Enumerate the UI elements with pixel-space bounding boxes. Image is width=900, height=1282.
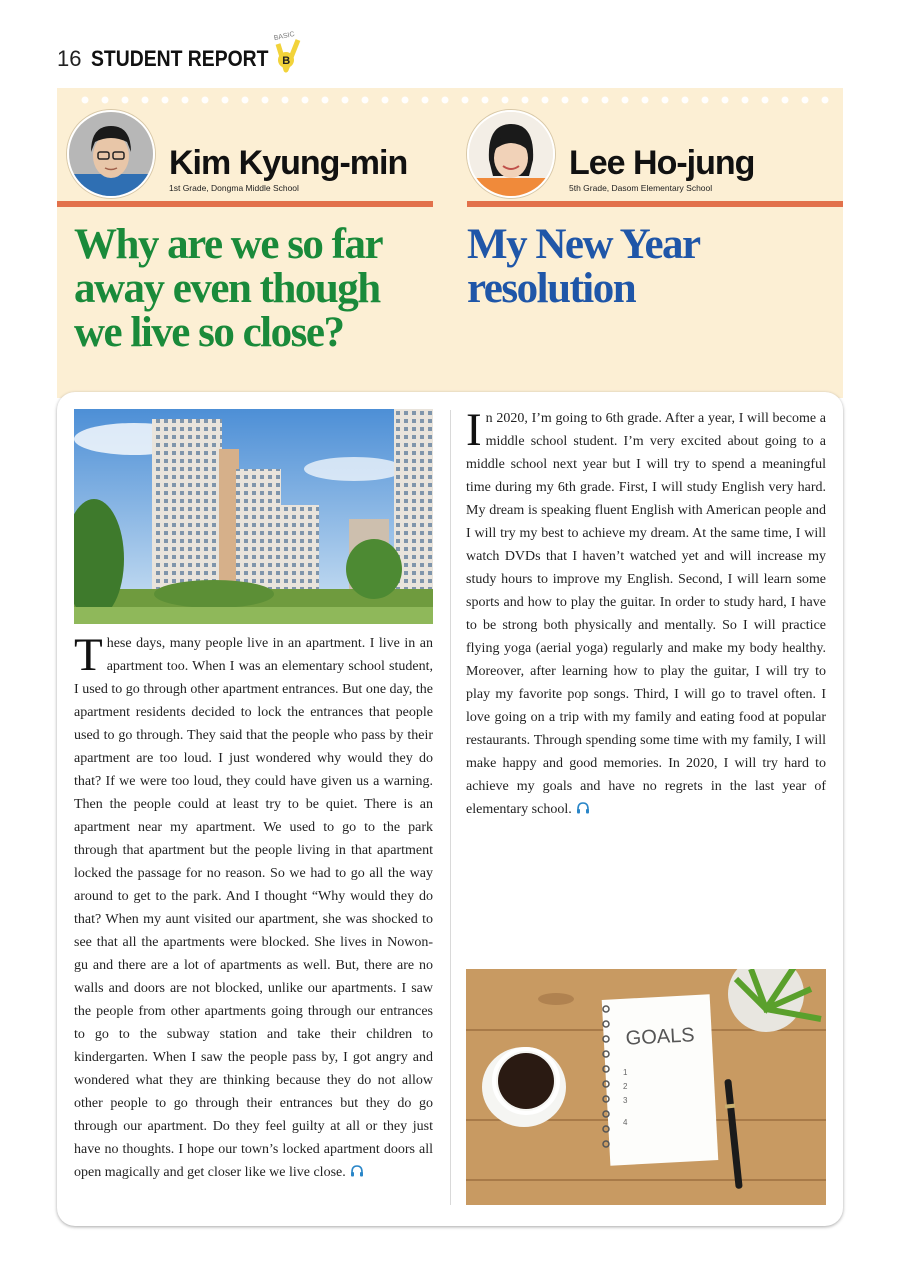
svg-text:B: B [282,55,291,67]
svg-text:3: 3 [623,1096,628,1105]
right-title [467,223,700,311]
right-article-body [466,404,826,821]
goals-notebook-photo [466,969,826,1205]
drop-cap: I [466,404,482,456]
right-rule [467,201,843,207]
dot-border-decoration [75,95,833,105]
left-author [67,110,407,198]
right-author [467,110,754,198]
svg-text:1: 1 [623,1068,628,1077]
title-line: My New Year [467,221,700,268]
avatar-lee [467,110,555,198]
avatar-kim [67,110,155,198]
title-line: resolution [467,265,636,312]
svg-text:4: 4 [623,1118,628,1127]
title-line: we live so close? [74,309,344,356]
article-text: hese days, many people live in an apartment. I live in an apartment too. When I was an elementary school student, I used to go through other apartment entrances. But one day, the apartment residents decided to lock the entrances that people used to go through. They said that the people who pass by their apartment are too loud. I just wondered why would they do that? If we were too loud, they could have given us a warning. Then the people could at least try to be quiet. There is an apartment near my apartment. We used to go to the park through that apartment but the people living in that apartment locked the passage for no reason. So we had to go all the way around to get to the park. And I thought “Why would they do that? When my aunt visited our apartment, she was shocked to see that all the apartments were blocked. She lives in Nowon-gu and there are a lot of apartments as well. But, there are no walls and doors are not blocked, unlike our apartments. I saw the people from other apartments going through our entrances to go to the subway station and take their children to kindergarten. When I saw the people pass by, I got angry and wondered what they are thinking because they do not allow other people to go through their entrances but they do go through our apartment. Do they feel guilty at all or they just have no thoughts. I hope our town’s locked apartment doors all open magically and get closer like we live close. [74,636,433,1180]
left-title [74,223,382,355]
svg-text:BASIC: BASIC [273,30,296,43]
author-name: Kim Kyung-min [169,144,408,182]
author-name: Lee Ho-jung [569,144,755,182]
basic-badge-icon [270,30,304,74]
headphones-icon [350,1165,364,1177]
author-school: 1st Grade, Dongma Middle School [169,183,299,193]
page-number: 16 [57,46,82,71]
left-rule [57,201,433,207]
column-divider [450,410,451,1205]
author-school: 5th Grade, Dasom Elementary School [569,183,713,193]
left-article-body [74,629,433,1184]
section-title: STUDENT REPORT [91,46,269,71]
svg-text:2: 2 [623,1082,628,1091]
title-line: Why are we so far [74,221,383,268]
svg-text:GOALS: GOALS [625,1024,696,1050]
title-line: away even though [74,265,380,312]
headphones-icon [576,802,590,814]
page-header [57,42,293,76]
drop-cap: T [74,629,103,681]
apartment-photo [74,409,433,624]
article-text: n 2020, I’m going to 6th grade. After a year, I will become a middle school student. I’m very excited about going to a middle school next year but I will try to spend a meaningful time during my 6th grade. First, I will study English very hard. My dream is speaking fluent English with American people and I will try my best to achieve my dream. At the same time, I will watch DVDs that I haven’t watched yet and will increase my study hours to improve my English. Second, I will learn some sports and how to play the guitar. In order to study hard, I have to be strong both physically and mentally. So I will practice flying yoga (aerial yoga) regularly and make my body healthy. Moreover, after learning how to play the guitar, I will try to play my favorite pop songs. Third, I will go to travel often. I love going on a trip with my family and eating food at popular restaurants. Through spending some time with my family, I will make happy and good memories. In 2020, I will try hard to achieve my goals and have no regrets in the last year of elementary school. [466,411,826,817]
